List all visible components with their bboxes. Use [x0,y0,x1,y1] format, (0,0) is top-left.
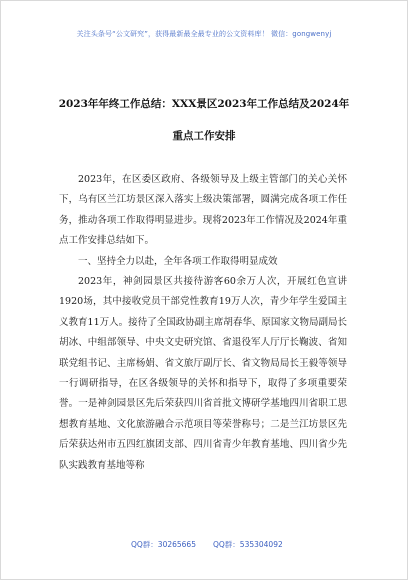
document-title-line-1: 2023年年终工作总结：XXX景区2023年工作总结及2024年 [58,98,350,110]
intro-paragraph: 2023年，在区委区政府、各级领导及上级主管部门的关心关怀下，乌有区兰江坊景区深入落实上级决策部署，圆满完成各项工作任务，推动各项工作取得明显进步。现将2023年工作情况及2024年重点工作安排总结如下。 [59,174,347,247]
document-title-line-2: 重点工作安排 [172,130,236,142]
header-promo-note: 关注头条号“公文研究”，获得最新最全最专业的公文资料库！ 微信：gongwenyj [76,30,332,38]
body-paragraph: 2023年，神剑园景区共接待游客60余万人次，开展红色宣讲1920场，其中接收党员干部党性教育19万人次，青少年学生爱国主义教育11万人。接待了全国政协副主席胡春华、原国家文物局副局长胡冰、中组部领导、中央文史研究馆、省退役军人厅厅长鞠波、省知联党组书记、主席杨娟、省文旅厅副厅长、省文物局局长王毅等领导一行调研指导，在区各级领导的关怀和指导下，取得了多项重要荣誉。一是神剑园景区先后荣获四川省首批文博研学基地四川省职工思想教育基地、文化旅游融合示范项目等荣誉称号；二是兰江坊景区先后荣获达州市五四红旗团支部、四川省青少年教育基地、四川省少先队实践教育基地等称 [59,276,347,471]
footer-qq-group-1: QQ群：30265665 [131,540,196,549]
footer-qq-group-2: QQ群：535304092 [213,540,283,549]
section-heading-1: 一、坚持全力以赴，全年各项工作取得明显成效 [78,255,278,267]
document-body [59,170,347,476]
